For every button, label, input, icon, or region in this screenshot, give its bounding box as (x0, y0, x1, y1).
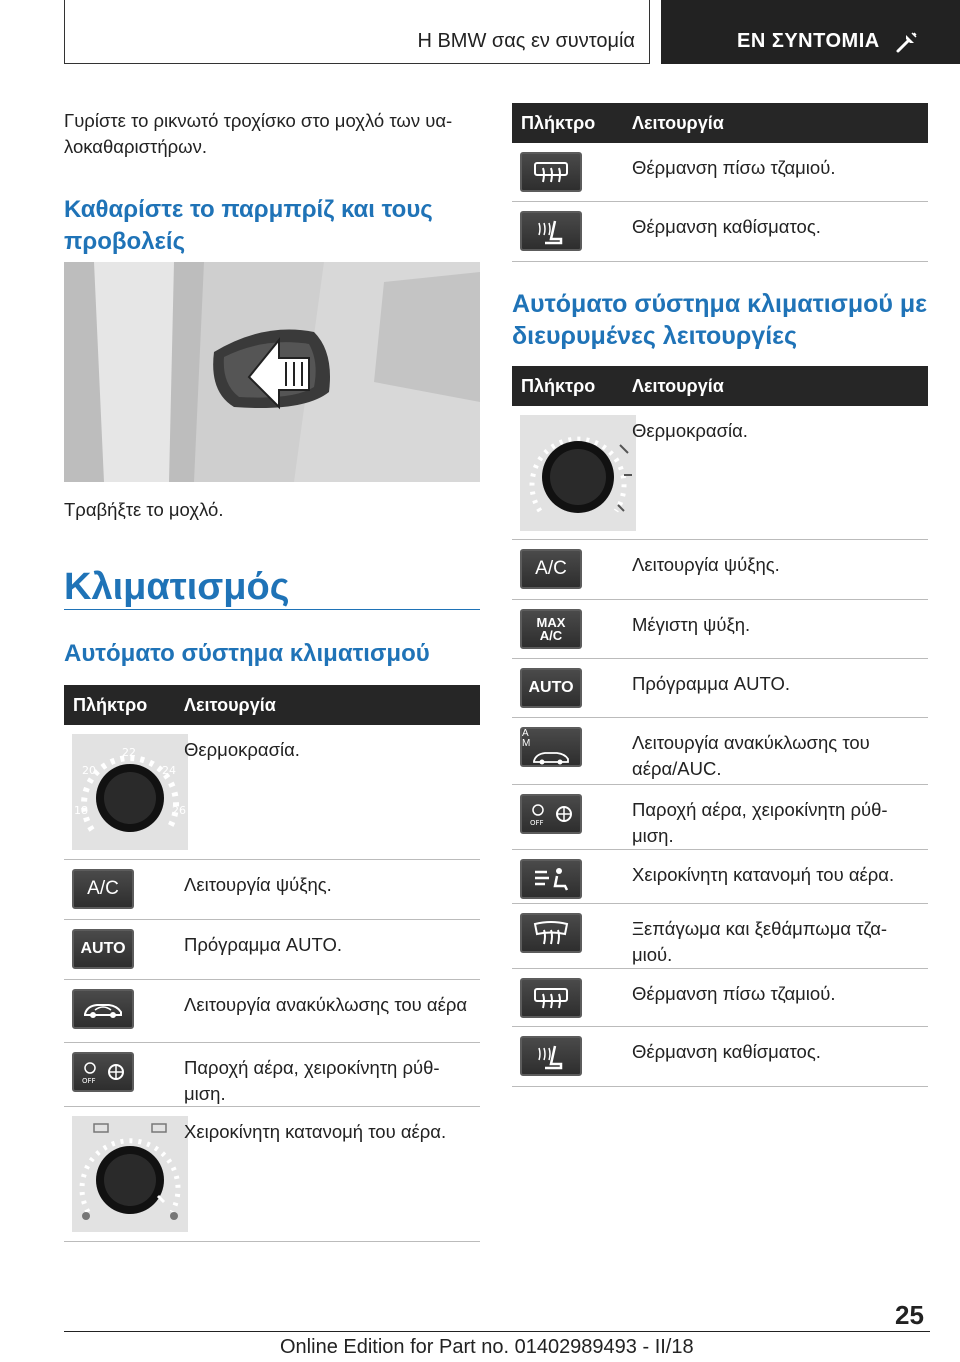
header-section-tab (64, 0, 650, 64)
footer-edition: Online Edition for Part no. 01402989493 - II/18 (280, 1336, 694, 1358)
row-function: Μέγιστη ψύξη. (632, 614, 751, 635)
page-number: 25 (895, 1300, 924, 1330)
row-function: Λειτουργία ψύξης. (184, 874, 332, 895)
table-row (512, 600, 928, 659)
col-button-header: Πλήκτρο (73, 695, 148, 715)
rear-window-heating-button (520, 978, 582, 1018)
col-button-header: Πλήκτρο (521, 113, 596, 133)
row-function: Λειτουργία ψύξης. (632, 554, 780, 575)
air-distribution-icon (531, 866, 571, 892)
heating-table (512, 103, 928, 262)
lever-photo (64, 262, 480, 482)
extended-climate-table (512, 366, 928, 1087)
rear-window-heating-button (520, 152, 582, 192)
svg-text:24: 24 (162, 764, 176, 777)
extended-climate-heading: Αυτόματο σύστημα κλιματισμού με διευρυμένες λειτουργίες (512, 290, 928, 350)
svg-text:20: 20 (82, 764, 96, 777)
table-row (64, 1107, 480, 1242)
table-header (64, 685, 480, 725)
max-ac-button: MAX A/C (520, 609, 582, 649)
table-row (512, 202, 928, 262)
svg-text:18: 18 (74, 804, 88, 817)
auto-button: AUTO (520, 668, 582, 708)
recirculation-car-icon (531, 749, 571, 765)
col-button-header: Πλήκτρο (521, 376, 596, 396)
seat-heating-icon (531, 1042, 571, 1070)
table-row (512, 785, 928, 850)
auto-climate-heading: Αυτόματο σύστημα κλιματισμού (64, 640, 430, 667)
table-row (512, 143, 928, 202)
recirculation-label: A M (522, 728, 545, 749)
table-row (512, 540, 928, 600)
climate-heading: Κλιματισμός (64, 566, 290, 608)
table-header (512, 366, 928, 406)
rear-defrost-icon (531, 160, 571, 184)
table-row (512, 406, 928, 540)
col-function-header: Λειτουργία (632, 113, 724, 133)
row-function: Παροχή αέρα, χειροκίνητη ρύθ-μιση. (184, 1057, 440, 1104)
row-function: Χειροκίνητη κατανομή του αέρα. (632, 864, 895, 885)
washer-heading: Καθαρίστε το παρμπρίζ και τους προβολείς (64, 196, 433, 255)
col-function-header: Λειτουργία (632, 376, 724, 396)
footer-rule (64, 1331, 930, 1332)
wrench-icon (895, 30, 919, 54)
table-header (512, 103, 928, 143)
recirculation-button (72, 989, 134, 1029)
col-function-header: Λειτουργία (184, 695, 276, 715)
table-row (512, 904, 928, 969)
air-distribution-knob-icon (72, 1116, 188, 1232)
windshield-defrost-icon (531, 920, 571, 946)
header-chapter-tab (661, 0, 960, 64)
row-function: Θέρμανση πίσω τζαμιού. (632, 157, 836, 178)
recirculation-car-icon (81, 998, 125, 1020)
seat-heating-button (520, 211, 582, 251)
fan-icon (526, 800, 576, 828)
row-function: Θέρμανση καθίσματος. (632, 1041, 821, 1062)
table-row (64, 920, 480, 980)
table-row (512, 718, 928, 785)
fan-icon (78, 1058, 128, 1086)
auto-button: AUTO (72, 929, 134, 969)
svg-text:OFF: OFF (530, 819, 544, 827)
row-function: Πρόγραμμα AUTO. (184, 934, 342, 955)
row-function: Θερμοκρασία. (632, 420, 748, 441)
fan-off-button (520, 794, 582, 834)
windshield-defrost-button (520, 913, 582, 953)
table-row (512, 969, 928, 1027)
seat-heating-icon (531, 217, 571, 245)
ac-button: A/C (72, 869, 134, 909)
auto-climate-table (64, 685, 480, 1242)
ac-button: A/C (520, 549, 582, 589)
row-function: Χειροκίνητη κατανομή του αέρα. (184, 1121, 447, 1142)
svg-text:OFF: OFF (82, 1077, 96, 1085)
fan-off-button (72, 1052, 134, 1092)
header-section-title: Η BMW σας εν συντομία (417, 30, 635, 52)
row-function: Λειτουργία ανακύκλωσης του αέρα/AUC. (632, 732, 870, 779)
table-row (64, 725, 480, 860)
recirculation-auc-button (520, 727, 582, 767)
table-row (64, 1043, 480, 1107)
header-chapter-title: ΕΝ ΣΥΝΤΟΜΙΑ (737, 30, 880, 52)
row-function: Θέρμανση καθίσματος. (632, 216, 821, 237)
row-function: Παροχή αέρα, χειροκίνητη ρύθ-μιση. (632, 799, 888, 846)
temperature-knob-icon (72, 734, 188, 850)
svg-text:26: 26 (172, 804, 186, 817)
table-row (512, 659, 928, 718)
row-function: Πρόγραμμα AUTO. (632, 673, 790, 694)
row-function: Θερμοκρασία. (184, 739, 300, 760)
table-row (64, 980, 480, 1043)
svg-text:22: 22 (122, 746, 136, 759)
row-function: Θέρμανση πίσω τζαμιού. (632, 983, 836, 1004)
table-row (64, 860, 480, 920)
air-distribution-button (520, 859, 582, 899)
wiper-intro-text: Γυρίστε το ρικνωτό τροχίσκο στο μοχλό των υα-λοκαθαριστήρων. (64, 110, 453, 157)
table-row (512, 1027, 928, 1087)
pull-lever-caption: Τραβήξτε το μοχλό. (64, 499, 224, 520)
row-function: Λειτουργία ανακύκλωσης του αέρα (184, 994, 468, 1015)
row-function: Ξεπάγωμα και ξεθάμπωμα τζα-μιού. (632, 918, 888, 965)
rear-defrost-icon (531, 986, 571, 1010)
table-row (512, 850, 928, 904)
heading-rule (64, 609, 480, 610)
temperature-knob-icon (520, 415, 636, 531)
seat-heating-button (520, 1036, 582, 1076)
